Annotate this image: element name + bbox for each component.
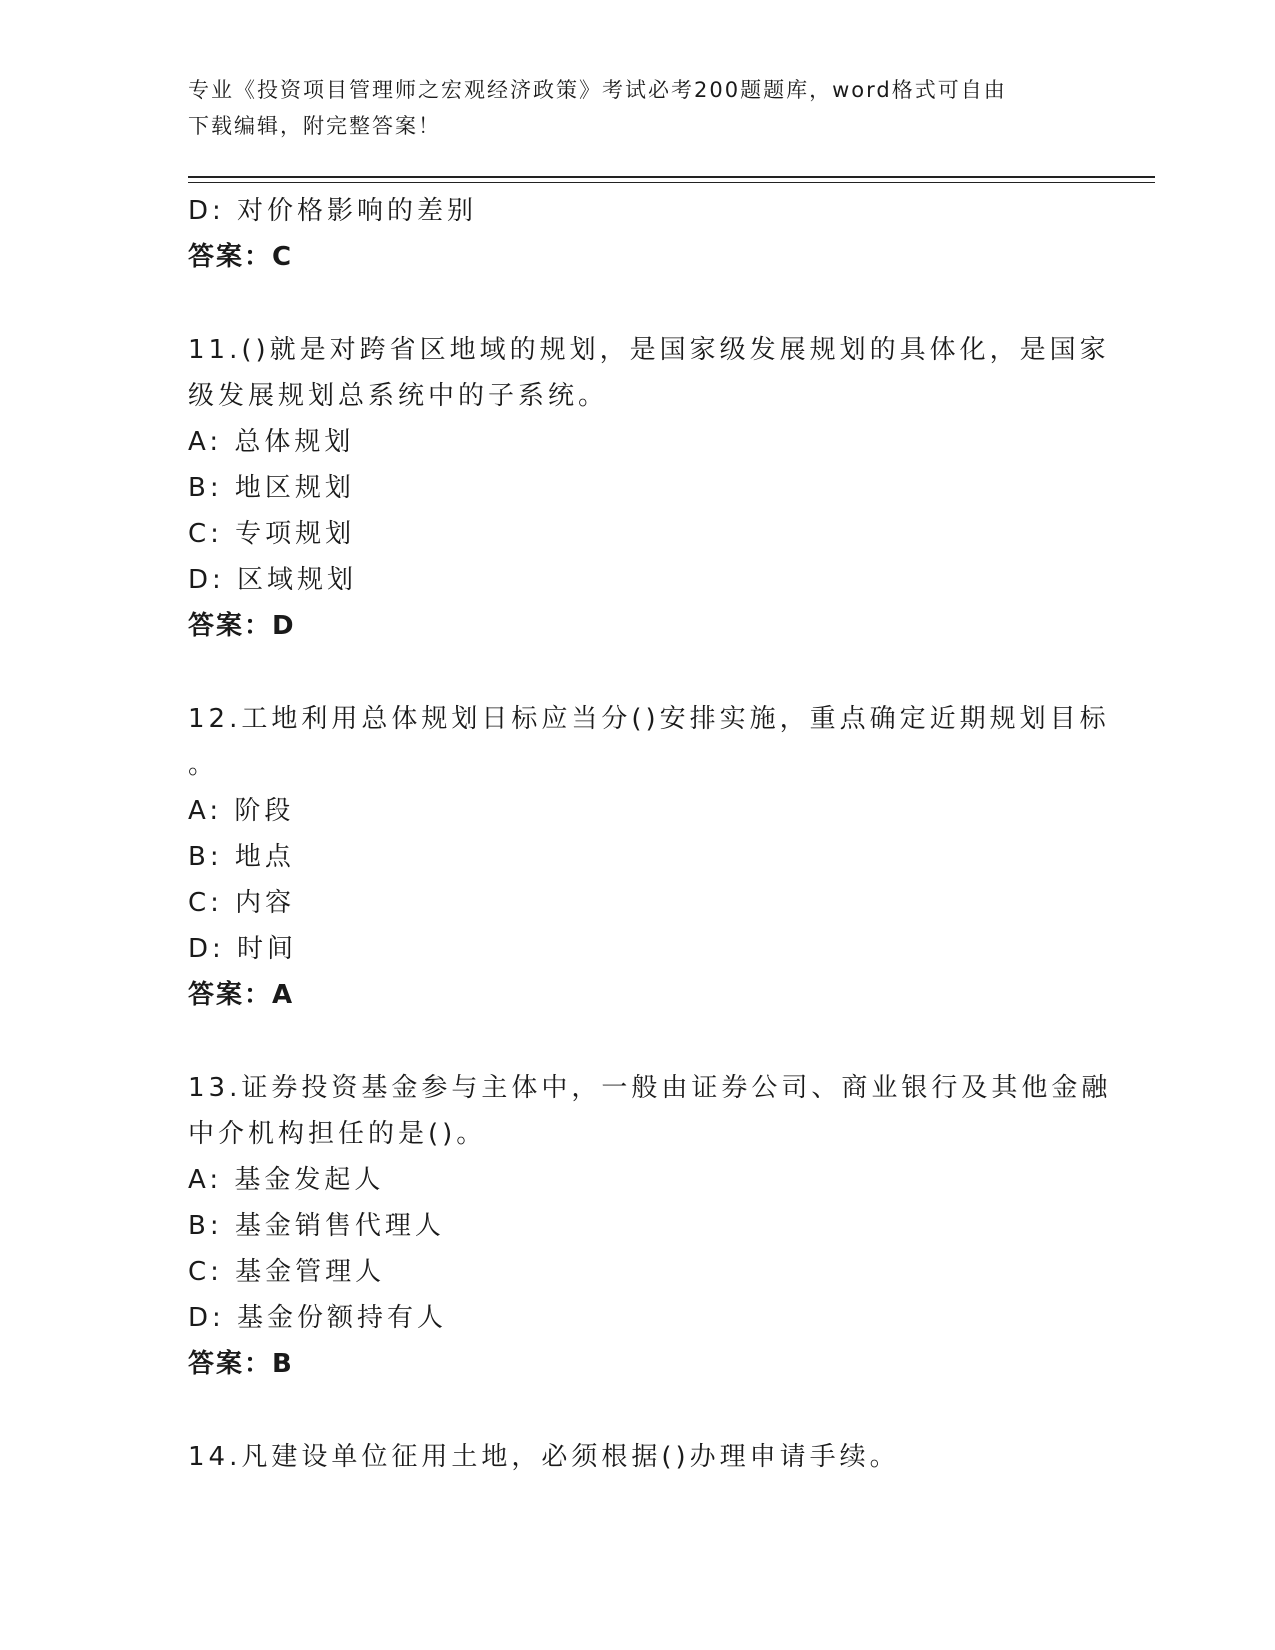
spacer xyxy=(188,1387,1068,1434)
question-text-line: 11.()就是对跨省区地域的规划，是国家级发展规划的具体化，是国家 xyxy=(188,335,1110,365)
question-text-line: 13.证券投资基金参与主体中，一般由证券公司、商业银行及其他金融 xyxy=(188,1073,1112,1103)
question-block xyxy=(188,1434,1068,1480)
header-rule-thick xyxy=(188,176,1155,178)
spacer xyxy=(188,649,1068,696)
option-d: D: 区域规划 xyxy=(188,565,358,595)
option-b: B: 基金销售代理人 xyxy=(188,1211,445,1241)
answer-line: 答案：A xyxy=(188,980,295,1010)
option-d: D: 时间 xyxy=(188,934,298,964)
answer-line: 答案：D xyxy=(188,611,296,641)
header-rule-thin xyxy=(188,182,1155,183)
option-b: B: 地区规划 xyxy=(188,473,355,503)
option-a: A: 基金发起人 xyxy=(188,1165,385,1195)
spacer xyxy=(188,280,1068,327)
option-c: C: 基金管理人 xyxy=(188,1257,386,1287)
question-block xyxy=(188,1065,1112,1387)
document-body xyxy=(188,188,1112,1480)
question-text-line: 12.工地利用总体规划日标应当分()安排实施，重点确定近期规划目标 xyxy=(188,704,1110,734)
option-a: A: 阶段 xyxy=(188,796,295,826)
spacer xyxy=(188,1018,1068,1065)
header-line-2: 下载编辑，附完整答案！ xyxy=(188,114,441,138)
question-text-line: 14.凡建设单位征用土地，必须根据()办理申请手续。 xyxy=(188,1442,900,1472)
question-block xyxy=(188,327,1110,649)
question-text-line: 。 xyxy=(188,750,219,780)
option-d: D: 基金份额持有人 xyxy=(188,1303,448,1333)
document-header xyxy=(188,72,1068,144)
continued-option-d: D: 对价格影响的差别 xyxy=(188,196,478,226)
question-text-line: 中介机构担任的是()。 xyxy=(188,1119,487,1149)
question-text-line: 级发展规划总系统中的子系统。 xyxy=(188,381,609,411)
question-block xyxy=(188,696,1110,1018)
option-a: A: 总体规划 xyxy=(188,427,355,457)
continued-answer: 答案：C xyxy=(188,242,294,272)
header-line-1: 专业《投资项目管理师之宏观经济政策》考试必考200题题库，word格式可自由 xyxy=(188,78,1007,102)
option-c: C: 内容 xyxy=(188,888,296,918)
answer-line: 答案：B xyxy=(188,1349,294,1379)
option-c: C: 专项规划 xyxy=(188,519,356,549)
option-b: B: 地点 xyxy=(188,842,295,872)
